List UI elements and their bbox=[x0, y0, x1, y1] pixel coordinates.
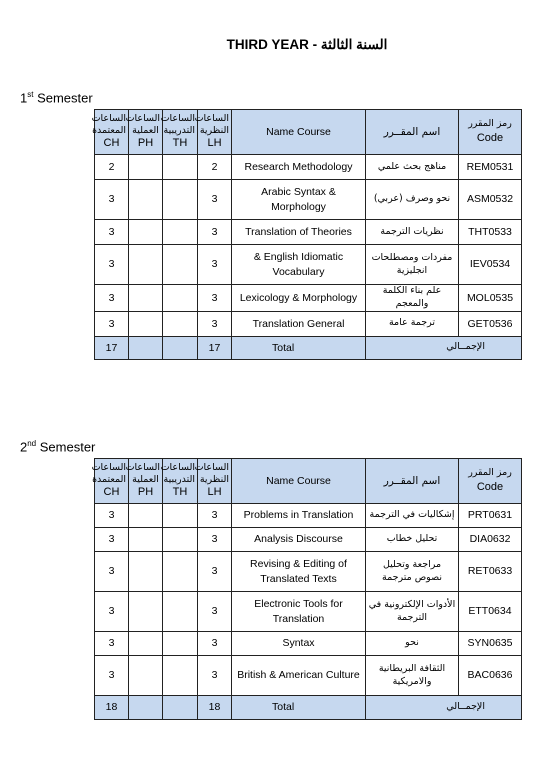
table-header-row bbox=[95, 110, 522, 155]
course-name-ar-cell: مراجعة وتحليل نصوص مترجمة bbox=[366, 552, 459, 592]
course-code-cell: IEV0534 bbox=[459, 245, 522, 285]
total-ch-cell: 18 bbox=[95, 696, 129, 720]
course-name-cell: Electronic Tools for Translation bbox=[232, 592, 366, 632]
course-name-ar-cell: نحو وصرف (عربي) bbox=[366, 180, 459, 220]
course-name-ar-cell: الثقافة البريطانية والامريكية bbox=[366, 656, 459, 696]
total-ph-cell bbox=[129, 696, 163, 720]
total-row bbox=[95, 336, 522, 359]
ph-header: الساعات العملية PH bbox=[129, 459, 163, 504]
lh-header: الساعات النظرية LH bbox=[198, 110, 232, 155]
ch-cell: 3 bbox=[95, 220, 129, 245]
table-row bbox=[95, 528, 522, 552]
ch-cell: 3 bbox=[95, 245, 129, 285]
table-row bbox=[95, 220, 522, 245]
semester-1-label: 1st Semester bbox=[20, 90, 93, 106]
name-ar-header: اسم المقــرر bbox=[366, 110, 459, 155]
ch-cell: 3 bbox=[95, 552, 129, 592]
th-cell bbox=[163, 220, 198, 245]
table-row bbox=[95, 632, 522, 656]
th-cell bbox=[163, 155, 198, 180]
total-ch-cell: 17 bbox=[95, 336, 129, 359]
course-name-ar-cell: ترجمة عامة bbox=[366, 311, 459, 336]
ch-cell: 3 bbox=[95, 632, 129, 656]
total-th-cell bbox=[163, 696, 198, 720]
course-code-cell: THT0533 bbox=[459, 220, 522, 245]
course-code-cell: ASM0532 bbox=[459, 180, 522, 220]
course-name-ar-cell: إشكاليات في الترجمة bbox=[366, 504, 459, 528]
total-lh-cell: 17 bbox=[198, 336, 232, 359]
course-name-cell: Lexicology & Morphology bbox=[232, 285, 366, 312]
table-row bbox=[95, 180, 522, 220]
ph-cell bbox=[129, 180, 163, 220]
name-course-header: Name Course bbox=[232, 459, 366, 504]
course-code-cell: ETT0634 bbox=[459, 592, 522, 632]
ch-cell: 3 bbox=[95, 180, 129, 220]
lh-cell: 3 bbox=[198, 552, 232, 592]
ch-cell: 3 bbox=[95, 285, 129, 312]
lh-cell: 3 bbox=[198, 311, 232, 336]
th-cell bbox=[163, 528, 198, 552]
total-label-ar: الإجمــالي bbox=[366, 336, 522, 359]
ph-cell bbox=[129, 245, 163, 285]
table-row bbox=[95, 592, 522, 632]
table-row bbox=[95, 552, 522, 592]
lh-cell: 3 bbox=[198, 245, 232, 285]
th-cell bbox=[163, 592, 198, 632]
ch-cell: 3 bbox=[95, 656, 129, 696]
lh-cell: 3 bbox=[198, 632, 232, 656]
name-ar-header: اسم المقــرر bbox=[366, 459, 459, 504]
course-code-cell: GET0536 bbox=[459, 311, 522, 336]
course-name-cell: Arabic Syntax & Morphology bbox=[232, 180, 366, 220]
lh-cell: 3 bbox=[198, 180, 232, 220]
ch-cell: 3 bbox=[95, 504, 129, 528]
th-cell bbox=[163, 632, 198, 656]
course-name-cell: & English Idiomatic Vocabulary bbox=[232, 245, 366, 285]
course-name-cell: Translation General bbox=[232, 311, 366, 336]
lh-cell: 3 bbox=[198, 528, 232, 552]
course-name-cell: Problems in Translation bbox=[232, 504, 366, 528]
total-row bbox=[95, 696, 522, 720]
lh-cell: 3 bbox=[198, 220, 232, 245]
ph-cell bbox=[129, 552, 163, 592]
lh-cell: 3 bbox=[198, 504, 232, 528]
ph-cell bbox=[129, 155, 163, 180]
ph-cell bbox=[129, 592, 163, 632]
lh-header: الساعات النظرية LH bbox=[198, 459, 232, 504]
th-cell bbox=[163, 285, 198, 312]
ph-cell bbox=[129, 632, 163, 656]
table-header-row bbox=[95, 459, 522, 504]
th-header: الساعات التدريبية TH bbox=[163, 459, 198, 504]
ch-cell: 3 bbox=[95, 311, 129, 336]
lh-cell: 2 bbox=[198, 155, 232, 180]
table-row bbox=[95, 504, 522, 528]
lh-cell: 3 bbox=[198, 656, 232, 696]
course-name-ar-cell: مناهج بحث علمي bbox=[366, 155, 459, 180]
table-row bbox=[95, 155, 522, 180]
ch-header: الساعات المعتمدة CH bbox=[95, 110, 129, 155]
ch-cell: 3 bbox=[95, 592, 129, 632]
course-name-ar-cell: نظريات الترجمة bbox=[366, 220, 459, 245]
table-row bbox=[95, 656, 522, 696]
name-course-header: Name Course bbox=[232, 110, 366, 155]
ph-cell bbox=[129, 656, 163, 696]
course-name-ar-cell: نحو bbox=[366, 632, 459, 656]
course-code-cell: BAC0636 bbox=[459, 656, 522, 696]
code-header: رمز المقرر Code bbox=[459, 459, 522, 504]
course-code-cell: REM0531 bbox=[459, 155, 522, 180]
course-name-cell: Revising & Editing of Translated Texts bbox=[232, 552, 366, 592]
course-code-cell: MOL0535 bbox=[459, 285, 522, 312]
th-header: الساعات التدريبية TH bbox=[163, 110, 198, 155]
course-code-cell: RET0633 bbox=[459, 552, 522, 592]
th-cell bbox=[163, 656, 198, 696]
total-ph-cell bbox=[129, 336, 163, 359]
course-name-cell: Research Methodology bbox=[232, 155, 366, 180]
table-row bbox=[95, 285, 522, 312]
total-th-cell bbox=[163, 336, 198, 359]
th-cell bbox=[163, 180, 198, 220]
course-name-cell: Analysis Discourse bbox=[232, 528, 366, 552]
lh-cell: 3 bbox=[198, 592, 232, 632]
th-cell bbox=[163, 311, 198, 336]
semester-2-table bbox=[91, 458, 522, 720]
code-header: رمز المقرر Code bbox=[459, 110, 522, 155]
total-lh-cell: 18 bbox=[198, 696, 232, 720]
ph-cell bbox=[129, 504, 163, 528]
semester-1-table bbox=[91, 109, 522, 360]
ph-header: الساعات العملية PH bbox=[129, 110, 163, 155]
course-code-cell: PRT0631 bbox=[459, 504, 522, 528]
page-title: THIRD YEAR - السنة الثالثة bbox=[226, 37, 388, 52]
course-name-ar-cell: علم بناء الكلمة والمعجم bbox=[366, 285, 459, 312]
th-cell bbox=[163, 552, 198, 592]
total-label: Total bbox=[232, 336, 366, 359]
th-cell bbox=[163, 245, 198, 285]
table-row bbox=[95, 311, 522, 336]
ch-cell: 3 bbox=[95, 528, 129, 552]
th-cell bbox=[163, 504, 198, 528]
ch-header: الساعات المعتمدة CH bbox=[95, 459, 129, 504]
course-name-ar-cell: مفردات ومصطلحات انجليزية bbox=[366, 245, 459, 285]
course-name-cell: Translation of Theories bbox=[232, 220, 366, 245]
course-code-cell: DIA0632 bbox=[459, 528, 522, 552]
total-label: Total bbox=[232, 696, 366, 720]
semester-2-label: 2nd Semester bbox=[20, 439, 96, 455]
ph-cell bbox=[129, 285, 163, 312]
ph-cell bbox=[129, 220, 163, 245]
ph-cell bbox=[129, 311, 163, 336]
course-name-ar-cell: تحليل خطاب bbox=[366, 528, 459, 552]
lh-cell: 3 bbox=[198, 285, 232, 312]
course-name-cell: British & American Culture bbox=[232, 656, 366, 696]
course-name-cell: Syntax bbox=[232, 632, 366, 656]
ch-cell: 2 bbox=[95, 155, 129, 180]
ph-cell bbox=[129, 528, 163, 552]
course-name-ar-cell: الأدوات الإلكترونية في الترجمة bbox=[366, 592, 459, 632]
total-label-ar: الإجمــالي bbox=[366, 696, 522, 720]
table-row bbox=[95, 245, 522, 285]
course-code-cell: SYN0635 bbox=[459, 632, 522, 656]
